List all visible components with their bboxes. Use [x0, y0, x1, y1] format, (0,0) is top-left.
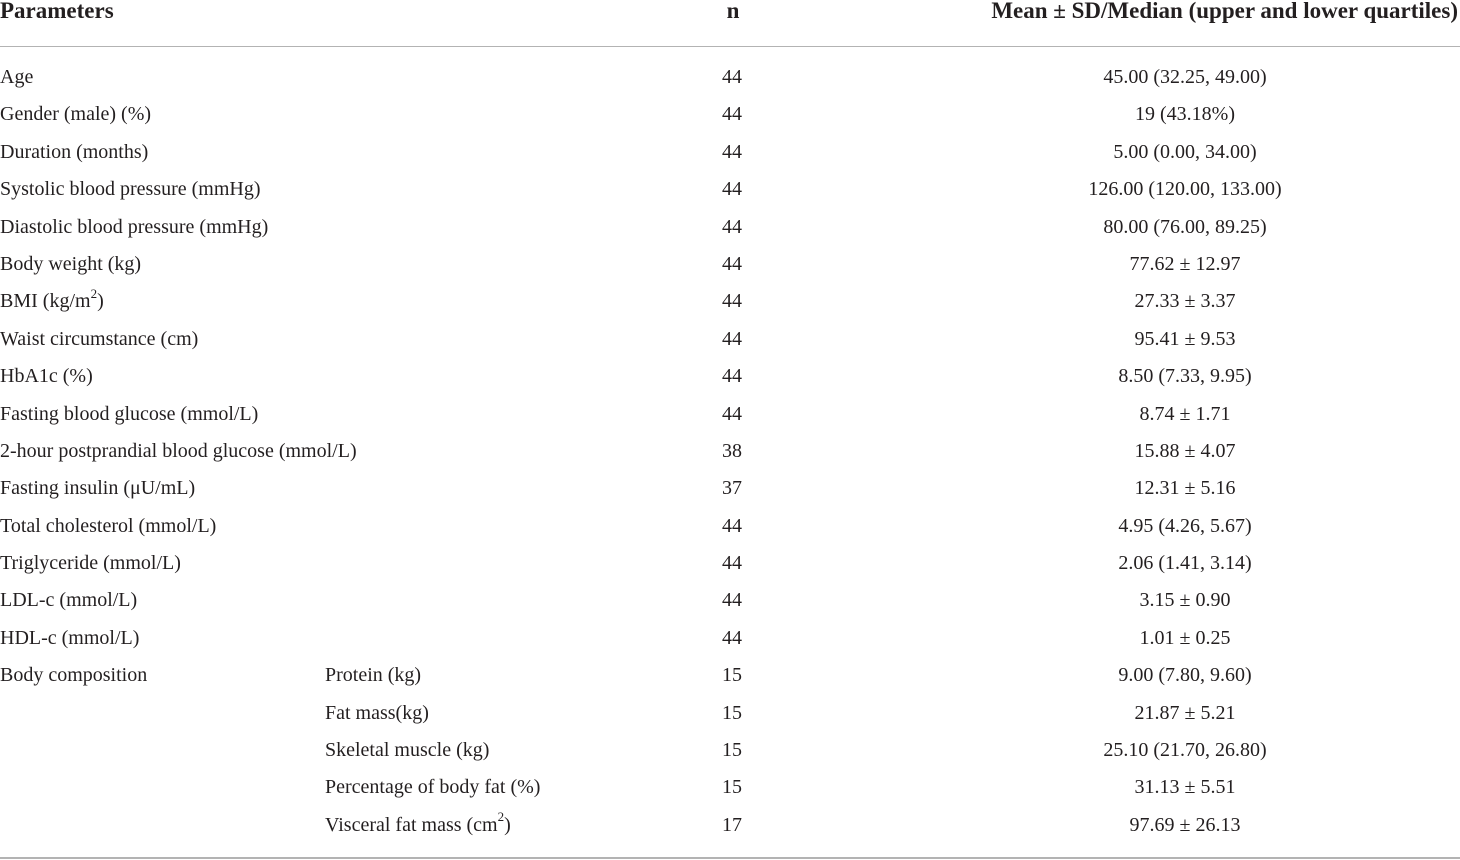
table-row — [0, 134, 1460, 171]
table-row — [0, 321, 1460, 358]
row-subparameter: Skeletal muscle (kg) — [325, 739, 490, 762]
row-n: 44 — [722, 66, 742, 88]
table-row — [0, 545, 1460, 582]
row-n: 44 — [722, 215, 742, 238]
table-header — [0, 0, 1460, 47]
row-value: 27.33 ± 3.37 — [1134, 290, 1236, 313]
row-parameter: 2-hour postprandial blood glucose (mmol/L) — [0, 439, 357, 462]
row-n: 44 — [722, 252, 742, 275]
row-value: 95.41 ± 9.53 — [1134, 327, 1236, 350]
row-subparameter — [325, 807, 511, 844]
row-value: 25.10 (21.70, 26.80) — [1103, 739, 1267, 762]
row-n: 44 — [722, 589, 742, 612]
table-row — [0, 433, 1460, 470]
row-n: 38 — [722, 439, 742, 462]
row-value: 77.62 ± 12.97 — [1129, 252, 1241, 275]
superscript-2: 2 — [90, 285, 98, 301]
row-parameter: Duration (months) — [0, 140, 149, 163]
row-n: 44 — [722, 140, 742, 163]
row-parameter: Systolic blood pressure (mmHg) — [0, 178, 261, 201]
row-parameter: Body weight (kg) — [0, 252, 142, 275]
row-value: 1.01 ± 0.25 — [1139, 626, 1231, 649]
table-row — [0, 620, 1460, 657]
row-n: 17 — [722, 813, 742, 836]
row-value: 97.69 ± 26.13 — [1129, 813, 1241, 836]
row-parameter: HbA1c (%) — [0, 365, 93, 388]
row-parameter: HDL-c (mmol/L) — [0, 626, 140, 649]
row-value: 31.13 ± 5.51 — [1134, 776, 1236, 799]
row-parameter: Gender (male) (%) — [0, 103, 152, 126]
row-value: 80.00 (76.00, 89.25) — [1103, 215, 1267, 238]
superscript-2: 2 — [497, 809, 505, 825]
row-value: 45.00 (32.25, 49.00) — [1103, 66, 1267, 88]
row-subparameter-text: Visceral fat mass (cm — [325, 813, 498, 836]
row-parameter: Triglyceride (mmol/L) — [0, 552, 181, 575]
table-row — [0, 283, 1460, 320]
row-value: 8.74 ± 1.71 — [1139, 402, 1231, 425]
row-parameter: Age — [0, 66, 34, 88]
table-row — [0, 807, 1460, 844]
row-parameter-tail: ) — [97, 290, 104, 313]
table-row — [0, 695, 1460, 732]
row-value: 15.88 ± 4.07 — [1134, 439, 1236, 462]
row-subparameter-tail: ) — [504, 813, 511, 836]
table-row — [0, 209, 1460, 246]
table-row-body-composition — [0, 657, 1460, 694]
row-n: 44 — [722, 365, 742, 388]
row-n: 44 — [722, 514, 742, 537]
header-n: n — [726, 0, 740, 23]
row-value: 21.87 ± 5.21 — [1134, 701, 1236, 724]
table-bottom-rule — [0, 857, 1460, 859]
table-row — [0, 246, 1460, 283]
row-n: 15 — [722, 776, 742, 799]
header-parameters: Parameters — [0, 0, 114, 23]
table-row — [0, 470, 1460, 507]
row-subparameter: Protein (kg) — [325, 664, 422, 687]
row-n: 44 — [722, 103, 742, 126]
table-row — [0, 358, 1460, 395]
row-n: 15 — [722, 664, 742, 687]
row-value: 3.15 ± 0.90 — [1139, 589, 1231, 612]
row-value: 126.00 (120.00, 133.00) — [1088, 178, 1282, 201]
row-n: 15 — [722, 701, 742, 724]
table-row — [0, 582, 1460, 619]
body-composition-label: Body composition — [0, 664, 148, 687]
table-row — [0, 769, 1460, 806]
row-parameter: Fasting blood glucose (mmol/L) — [0, 402, 259, 425]
row-n: 15 — [722, 739, 742, 762]
row-value: 2.06 (1.41, 3.14) — [1118, 552, 1252, 575]
row-n: 44 — [722, 327, 742, 350]
row-parameter-text: BMI (kg/m — [0, 290, 91, 313]
table-row — [0, 59, 1460, 96]
row-value: 19 (43.18%) — [1135, 103, 1235, 126]
row-subparameter: Fat mass(kg) — [325, 701, 429, 724]
row-n: 44 — [722, 402, 742, 425]
row-parameter: Total cholesterol (mmol/L) — [0, 514, 217, 537]
table-row — [0, 508, 1460, 545]
table-body — [0, 59, 1460, 844]
row-parameter — [0, 283, 104, 320]
row-n: 44 — [722, 552, 742, 575]
row-value: 4.95 (4.26, 5.67) — [1118, 514, 1252, 537]
row-value: 5.00 (0.00, 34.00) — [1113, 140, 1257, 163]
row-value: 9.00 (7.80, 9.60) — [1118, 664, 1252, 687]
row-parameter: Diastolic blood pressure (mmHg) — [0, 215, 269, 238]
row-parameter: Fasting insulin (μU/mL) — [0, 477, 196, 500]
row-parameter: LDL-c (mmol/L) — [0, 589, 138, 612]
table-row — [0, 96, 1460, 133]
row-n: 44 — [722, 178, 742, 201]
row-parameter: Waist circumstance (cm) — [0, 327, 199, 350]
table-row — [0, 396, 1460, 433]
row-n: 44 — [722, 290, 742, 313]
row-value: 8.50 (7.33, 9.95) — [1118, 365, 1252, 388]
table-row — [0, 171, 1460, 208]
table-row — [0, 732, 1460, 769]
row-value: 12.31 ± 5.16 — [1134, 477, 1236, 500]
row-n: 37 — [722, 477, 742, 500]
header-mean-sd-median: Mean ± SD/Median (upper and lower quartiles) — [991, 0, 1458, 23]
row-n: 44 — [722, 626, 742, 649]
row-subparameter: Percentage of body fat (%) — [325, 776, 541, 799]
